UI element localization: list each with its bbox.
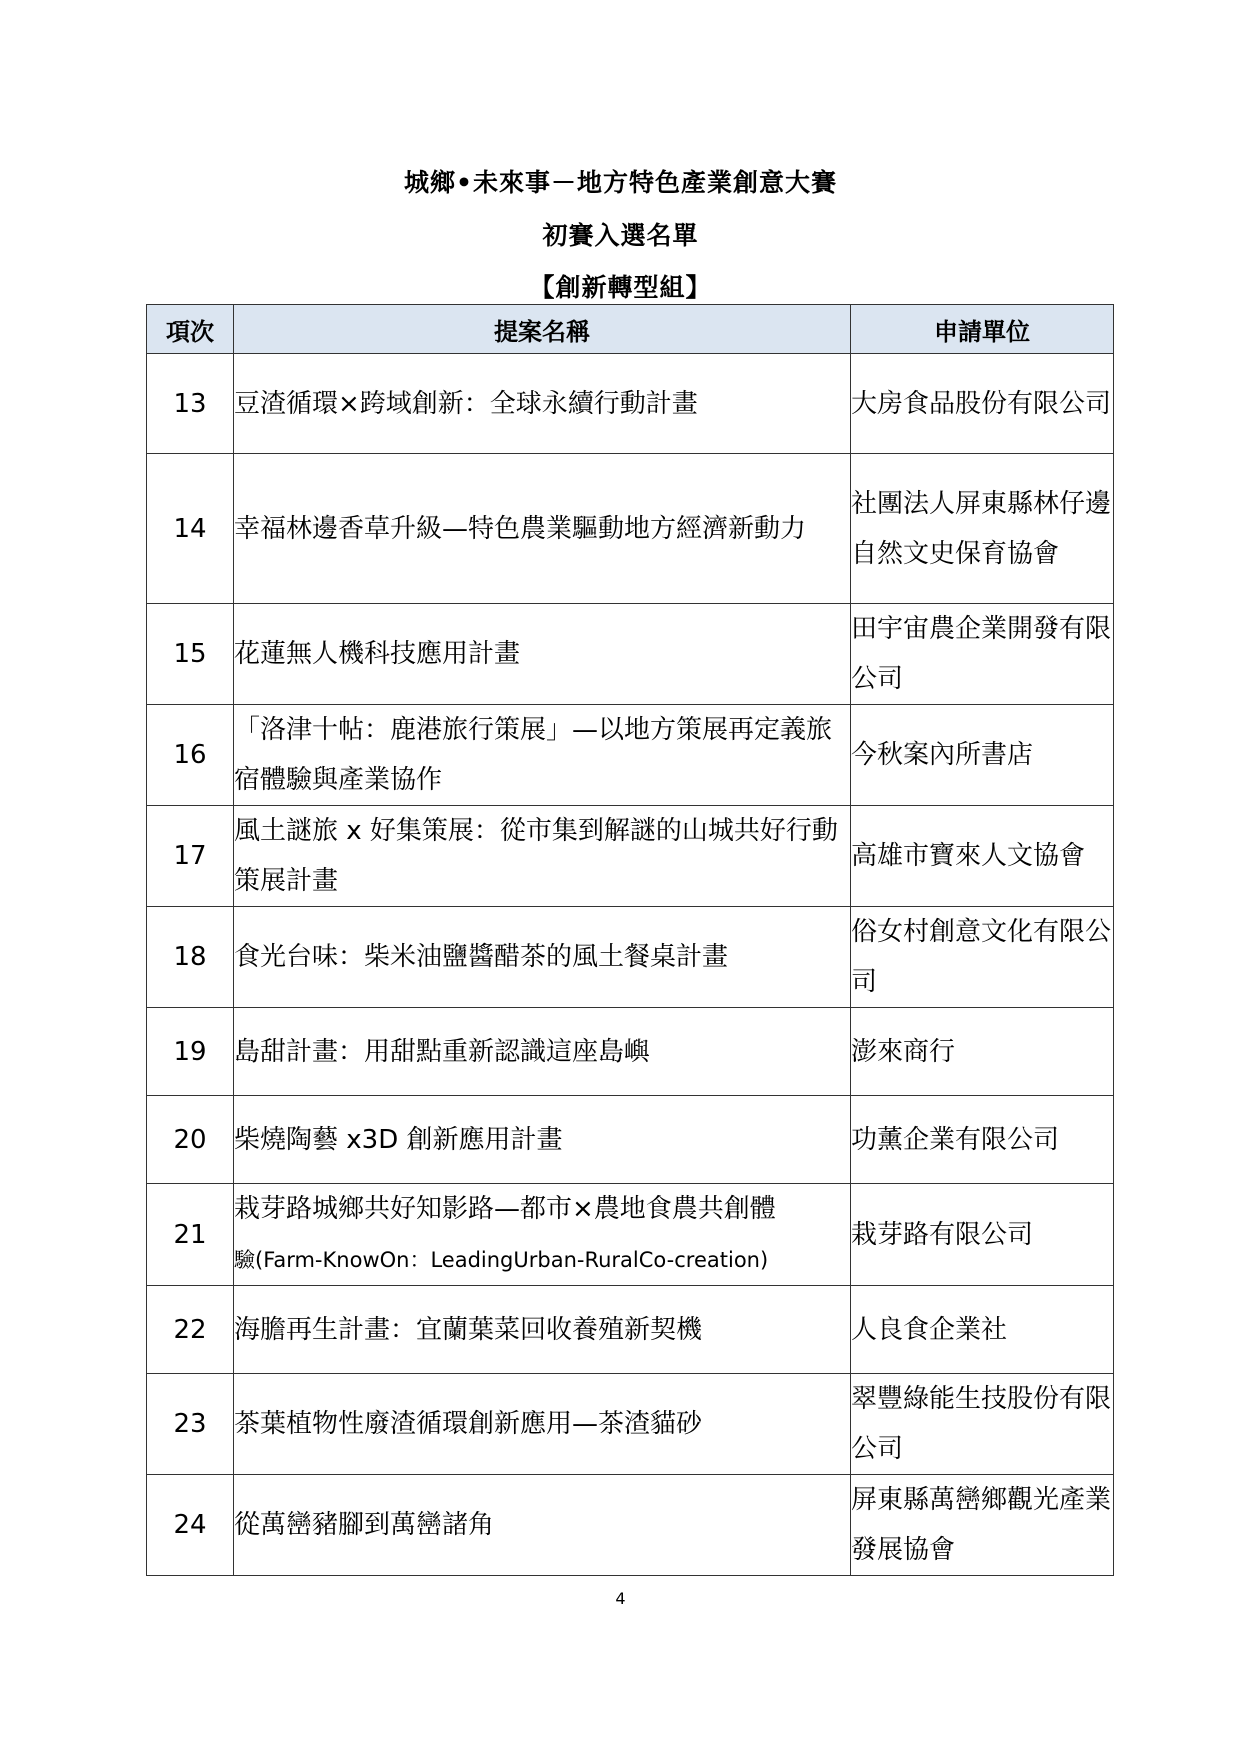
table-row [147, 1475, 1114, 1576]
table-row [147, 1096, 1114, 1184]
applicant-org: 屏東縣萬巒鄉觀光產業發展協會 [851, 1475, 1114, 1576]
row-number: 13 [147, 354, 234, 454]
table-row [147, 705, 1114, 806]
document-subtitle: 初賽入選名單 [542, 221, 699, 250]
applicant-org: 高雄市寶來人文協會 [851, 806, 1114, 907]
row-number: 18 [147, 907, 234, 1008]
table-row [147, 454, 1114, 604]
table-row [147, 1008, 1114, 1096]
selection-table [146, 304, 1114, 1576]
row-number: 22 [147, 1286, 234, 1374]
proposal-name: 柴燒陶藝 x3D 創新應用計畫 [234, 1096, 851, 1184]
proposal-name: 海膽再生計畫：宜蘭葉菜回收養殖新契機 [234, 1286, 851, 1374]
table-row [147, 806, 1114, 907]
row-number: 17 [147, 806, 234, 907]
table-row [147, 1374, 1114, 1475]
proposal-name-cell [234, 1184, 851, 1286]
proposal-name: 食光台味：柴米油鹽醬醋茶的風土餐桌計畫 [234, 907, 851, 1008]
row-number: 21 [147, 1184, 234, 1286]
group-title: 【創新轉型組】 [529, 273, 712, 302]
applicant-org: 功薰企業有限公司 [851, 1096, 1114, 1184]
proposal-name: 從萬巒豬腳到萬巒諸角 [234, 1475, 851, 1576]
proposal-name: 茶葉植物性廢渣循環創新應用—茶渣貓砂 [234, 1374, 851, 1475]
proposal-name: 栽芽路城鄉共好知影路—都市×農地食農共創體 [234, 1194, 776, 1224]
proposal-name: 風土謎旅 x 好集策展：從市集到解謎的山城共好行動策展計畫 [234, 806, 851, 907]
applicant-org: 社團法人屏東縣林仔邊自然文史保育協會 [851, 454, 1114, 604]
proposal-name: 豆渣循環×跨域創新：全球永續行動計畫 [234, 354, 851, 454]
applicant-org: 人良食企業社 [851, 1286, 1114, 1374]
page-number: 4 [615, 1589, 626, 1608]
proposal-name: 島甜計畫：用甜點重新認識這座島嶼 [234, 1008, 851, 1096]
table-row [147, 1184, 1114, 1286]
column-header-proposal: 提案名稱 [234, 305, 851, 354]
applicant-org: 栽芽路有限公司 [851, 1184, 1114, 1286]
table-row [147, 604, 1114, 705]
applicant-org: 翠豐綠能生技股份有限公司 [851, 1374, 1114, 1475]
row-number: 14 [147, 454, 234, 604]
row-number: 15 [147, 604, 234, 705]
row-number: 16 [147, 705, 234, 806]
table-row [147, 354, 1114, 454]
column-header-number: 項次 [147, 305, 234, 354]
proposal-name: 花蓮無人機科技應用計畫 [234, 604, 851, 705]
applicant-org: 澎來商行 [851, 1008, 1114, 1096]
applicant-org: 俗女村創意文化有限公司 [851, 907, 1114, 1008]
applicant-org: 今秋案內所書店 [851, 705, 1114, 806]
proposal-name: 幸福林邊香草升級—特色農業驅動地方經濟新動力 [234, 454, 851, 604]
proposal-name: 「洛津十帖：鹿港旅行策展」—以地方策展再定義旅宿體驗與產業協作 [234, 705, 851, 806]
table-row [147, 1286, 1114, 1374]
applicant-org: 大房食品股份有限公司 [851, 354, 1114, 454]
column-header-applicant: 申請單位 [851, 305, 1114, 354]
table-row [147, 907, 1114, 1008]
document-title: 城鄉•未來事－地方特色產業創意大賽 [404, 168, 837, 197]
proposal-name-english: 驗(Farm-KnowOn：LeadingUrban-RuralCo-creation) [234, 1248, 769, 1272]
row-number: 19 [147, 1008, 234, 1096]
row-number: 24 [147, 1475, 234, 1576]
table-header-row [147, 305, 1114, 354]
row-number: 23 [147, 1374, 234, 1475]
row-number: 20 [147, 1096, 234, 1184]
applicant-org: 田宇宙農企業開發有限公司 [851, 604, 1114, 705]
